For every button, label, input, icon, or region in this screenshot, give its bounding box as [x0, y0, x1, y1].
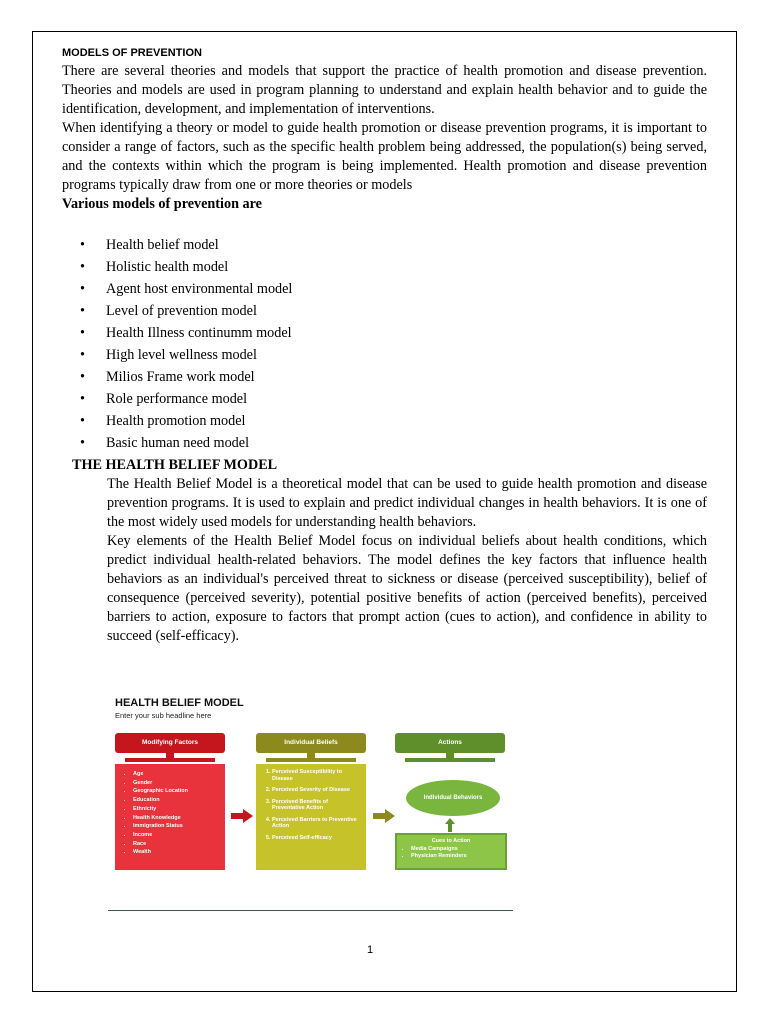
list-item: • Media Campaigns — [411, 846, 505, 853]
modifying-bar — [125, 758, 215, 762]
hbm-paragraph-2: Key elements of the Health Belief Model focus on individual beliefs about health conditions, which predict individual health-related behaviors. The model defines the key factors that influence health behaviors as an individual's perceived threat to sickness or disease (perceived susceptibility), belief of consequence (perceived severity), potential positive benefits of action (perceived benefits), perceived barriers to action, exposure to factors that prompt action (cues to action), and confidence in ability to succeed (self-efficacy). — [107, 533, 707, 644]
list-item: • High level wellness model — [106, 344, 707, 366]
models-list — [62, 234, 707, 454]
list-item: • Holistic health model — [106, 256, 707, 278]
modifying-factors-header: Modifying Factors — [115, 733, 225, 753]
list-item: • Health belief model — [106, 234, 707, 256]
cues-to-action-box — [395, 833, 507, 870]
various-models-heading: Various models of prevention are — [62, 196, 262, 212]
arrow-right-icon — [231, 809, 253, 823]
intro-paragraph-2: When identifying a theory or model to guide health promotion or disease prevention programs, it is important to consider a range of factors, such as the specific health problem being addressed, the population(s) being served, and the contexts within which the program is being implemented. Health promotion and disease prevention programs typically draw from one or more theories or models — [62, 120, 707, 193]
health-belief-model-diagram — [115, 697, 515, 887]
list-item: • Health Illness continumm model — [106, 322, 707, 344]
footer-divider — [108, 910, 513, 911]
list-item: • Race — [133, 840, 225, 849]
list-item: • Level of prevention model — [106, 300, 707, 322]
diagram-subtitle: Enter your sub headline here — [115, 711, 212, 720]
list-item: • Wealth — [133, 848, 225, 857]
list-item: 2. Perceived Severity of Disease — [272, 787, 362, 794]
list-item: • Agent host environmental model — [106, 278, 707, 300]
list-item: • Income — [133, 831, 225, 840]
document-body — [62, 47, 707, 646]
arrow-right-icon — [373, 809, 395, 823]
actions-bar — [405, 758, 495, 762]
list-item: • Basic human need model — [106, 432, 707, 454]
health-belief-model-title: THE HEALTH BELIEF MODEL — [72, 457, 278, 473]
list-item: 5. Perceived Self-efficacy — [272, 835, 362, 842]
list-item: • Health promotion model — [106, 410, 707, 432]
beliefs-bar — [266, 758, 356, 762]
individual-beliefs-box — [256, 764, 366, 870]
modifying-factors-box — [115, 764, 225, 870]
list-item: • Ethnicity — [133, 805, 225, 814]
list-item: 4. Perceived Barriers to Preventive Action — [272, 817, 362, 830]
cues-to-action-header: Cues to Action — [431, 838, 471, 844]
list-item: • Gender — [133, 779, 225, 788]
list-item: • Geographic Location — [133, 787, 225, 796]
list-item: 1. Perceived Susceptibility to Disease — [272, 769, 362, 782]
page-number: 1 — [366, 944, 374, 956]
individual-beliefs-header: Individual Beliefs — [256, 733, 366, 753]
hbm-paragraph-1: The Health Belief Model is a theoretical model that can be used to guide health promotion and disease prevention programs. It is used to explain and predict individual changes in health behaviors. It is one of the most widely used models for understanding health behaviors. — [107, 476, 707, 530]
list-item: • Milios Frame work model — [106, 366, 707, 388]
individual-behaviors-ellipse — [406, 780, 500, 816]
list-item: • Age — [133, 770, 225, 779]
list-item: 3. Perceived Benefits of Preventative Action — [272, 799, 362, 812]
list-item: • Education — [133, 796, 225, 805]
actions-header: Actions — [395, 733, 505, 753]
section-heading: MODELS OF PREVENTION — [62, 47, 202, 59]
individual-behaviors-label: Individual Behaviors — [423, 795, 483, 801]
health-belief-model-body — [107, 475, 707, 646]
list-item: • Health Knowledge — [133, 814, 225, 823]
arrow-up-icon — [445, 818, 455, 832]
list-item: • Immigration Status — [133, 822, 225, 831]
diagram-title: HEALTH BELIEF MODEL — [115, 697, 244, 709]
list-item: • Role performance model — [106, 388, 707, 410]
intro-paragraph-1: There are several theories and models that support the practice of health promotion and disease prevention. Theories and models are used in program planning to understand and explain health behavior and to guide the identification, development, and implementation of interventions. — [62, 63, 707, 117]
list-item: • Physician Reminders — [411, 853, 505, 860]
